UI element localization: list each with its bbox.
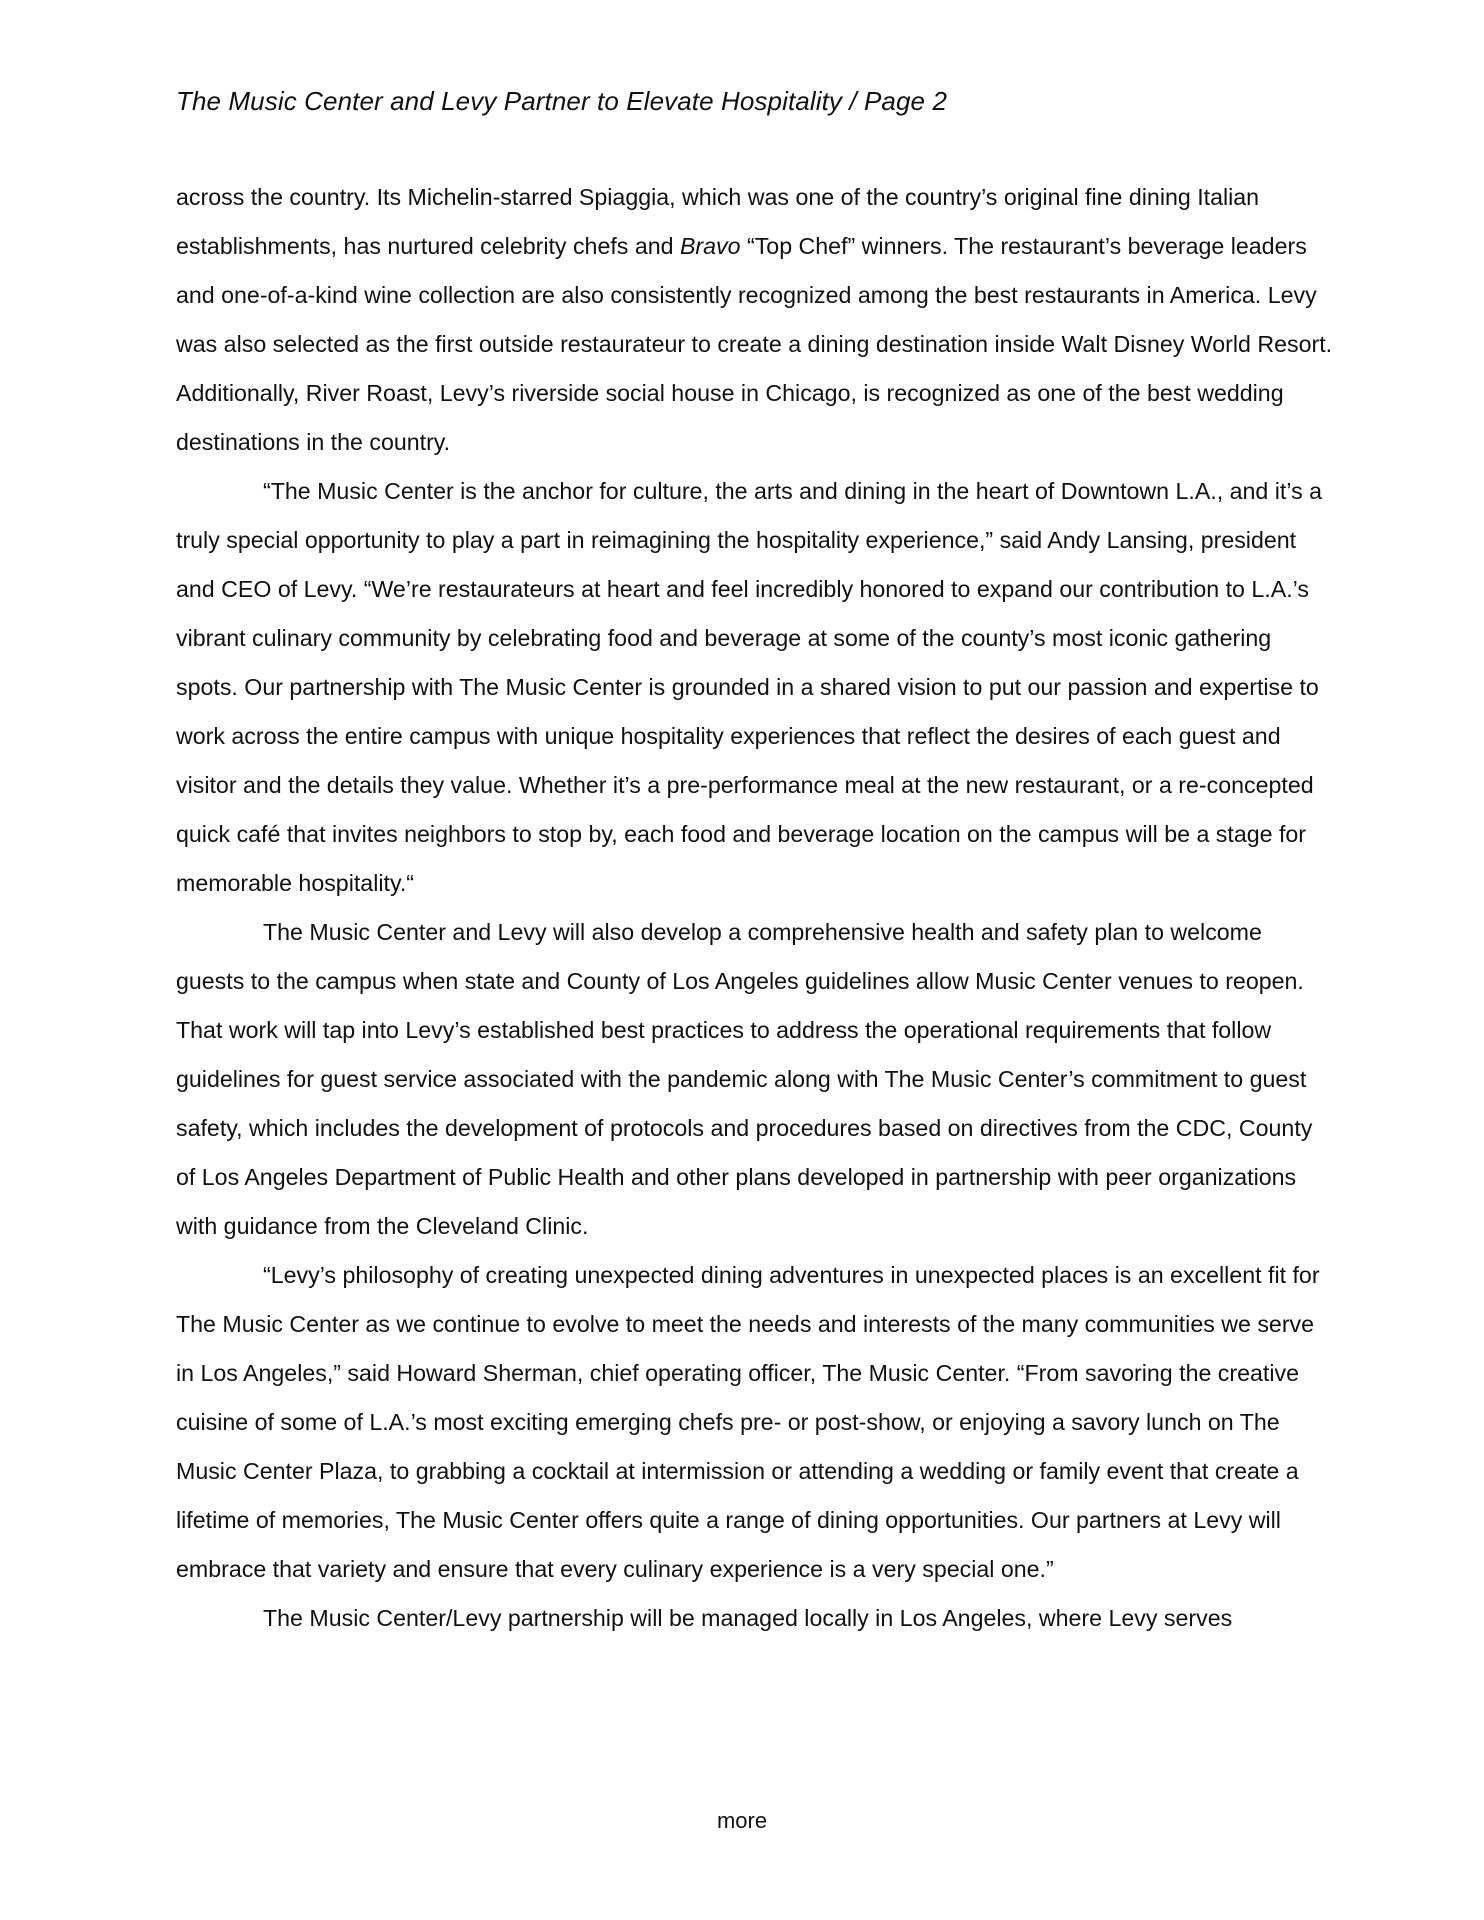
paragraph-lansing-quote: “The Music Center is the anchor for culture, the arts and dining in the heart of Downtown L.A., and it’s a truly special opportunity to play a part in reimagining the hospitality experience,” said Andy Lansing, president and CEO of Levy. “We’re restaurateurs at heart and feel incredibly honored to expand our contribution to L.A.’s vibrant culinary community by celebrating food and beverage at some of the county’s most iconic gathering spots. Our partnership with The Music Center is grounded in a shared vision to put our passion and expertise to work across the entire campus with unique hospitality experiences that reflect the desires of each guest and visitor and the details they value. Whether it’s a pre-performance meal at the new restaurant, or a re-concepted quick café that invites neighbors to stop by, each food and beverage location on the campus will be a stage for memorable hospitality.“ — [176, 478, 1323, 896]
paragraph-partnership: The Music Center/Levy partnership will be managed locally in Los Angeles, where Levy serves — [263, 1605, 1233, 1631]
footer-more: more — [716, 1808, 768, 1833]
paragraph-sherman-quote: “Levy’s philosophy of creating unexpected dining adventures in unexpected places is an excellent fit for The Music Center as we continue to evolve to meet the needs and interests of the many communities we serve in Los Angeles,” said Howard Sherman, chief operating officer, The Music Center. “From savoring the creative cuisine of some of L.A.’s most exciting emerging chefs pre- or post-show, or enjoying a savory lunch on The Music Center Plaza, to grabbing a cocktail at intermission or attending a wedding or family event that create a lifetime of memories, The Music Center offers quite a range of dining opportunities. Our partners at Levy will embrace that variety and ensure that every culinary experience is a very special one.” — [176, 1262, 1320, 1582]
paragraph-continuation — [176, 173, 1336, 467]
paragraph-text: across the country. Its Michelin-starred Spiaggia, which was one of the country’s original fine dining Italian establishments, has nurtured celebrity chefs and — [176, 184, 1260, 259]
paragraph-text: “Top Chef” winners. The restaurant’s beverage leaders and one-of-a-kind wine collection are also consistently recognized among the best restaurants in America. Levy was also selected as the first outside restaurateur to create a dining destination inside Walt Disney World Resort. Additionally, River Roast, Levy’s riverside social house in Chicago, is recognized as one of the best wedding destinations in the country. — [176, 233, 1333, 455]
article-body — [176, 173, 1336, 1643]
page-header-title: The Music Center and Levy Partner to Elevate Hospitality / Page 2 — [176, 86, 947, 116]
italic-show-name: Bravo — [679, 233, 741, 259]
paragraph-health-safety: The Music Center and Levy will also develop a comprehensive health and safety plan to welcome guests to the campus when state and County of Los Angeles guidelines allow Music Center venues to reopen. That work will tap into Levy’s established best practices to address the operational requirements that follow guidelines for guest service associated with the pandemic along with The Music Center’s commitment to guest safety, which includes the development of protocols and procedures based on directives from the CDC, County of Los Angeles Department of Public Health and other plans developed in partnership with peer organizations with guidance from the Cleveland Clinic. — [176, 919, 1313, 1239]
